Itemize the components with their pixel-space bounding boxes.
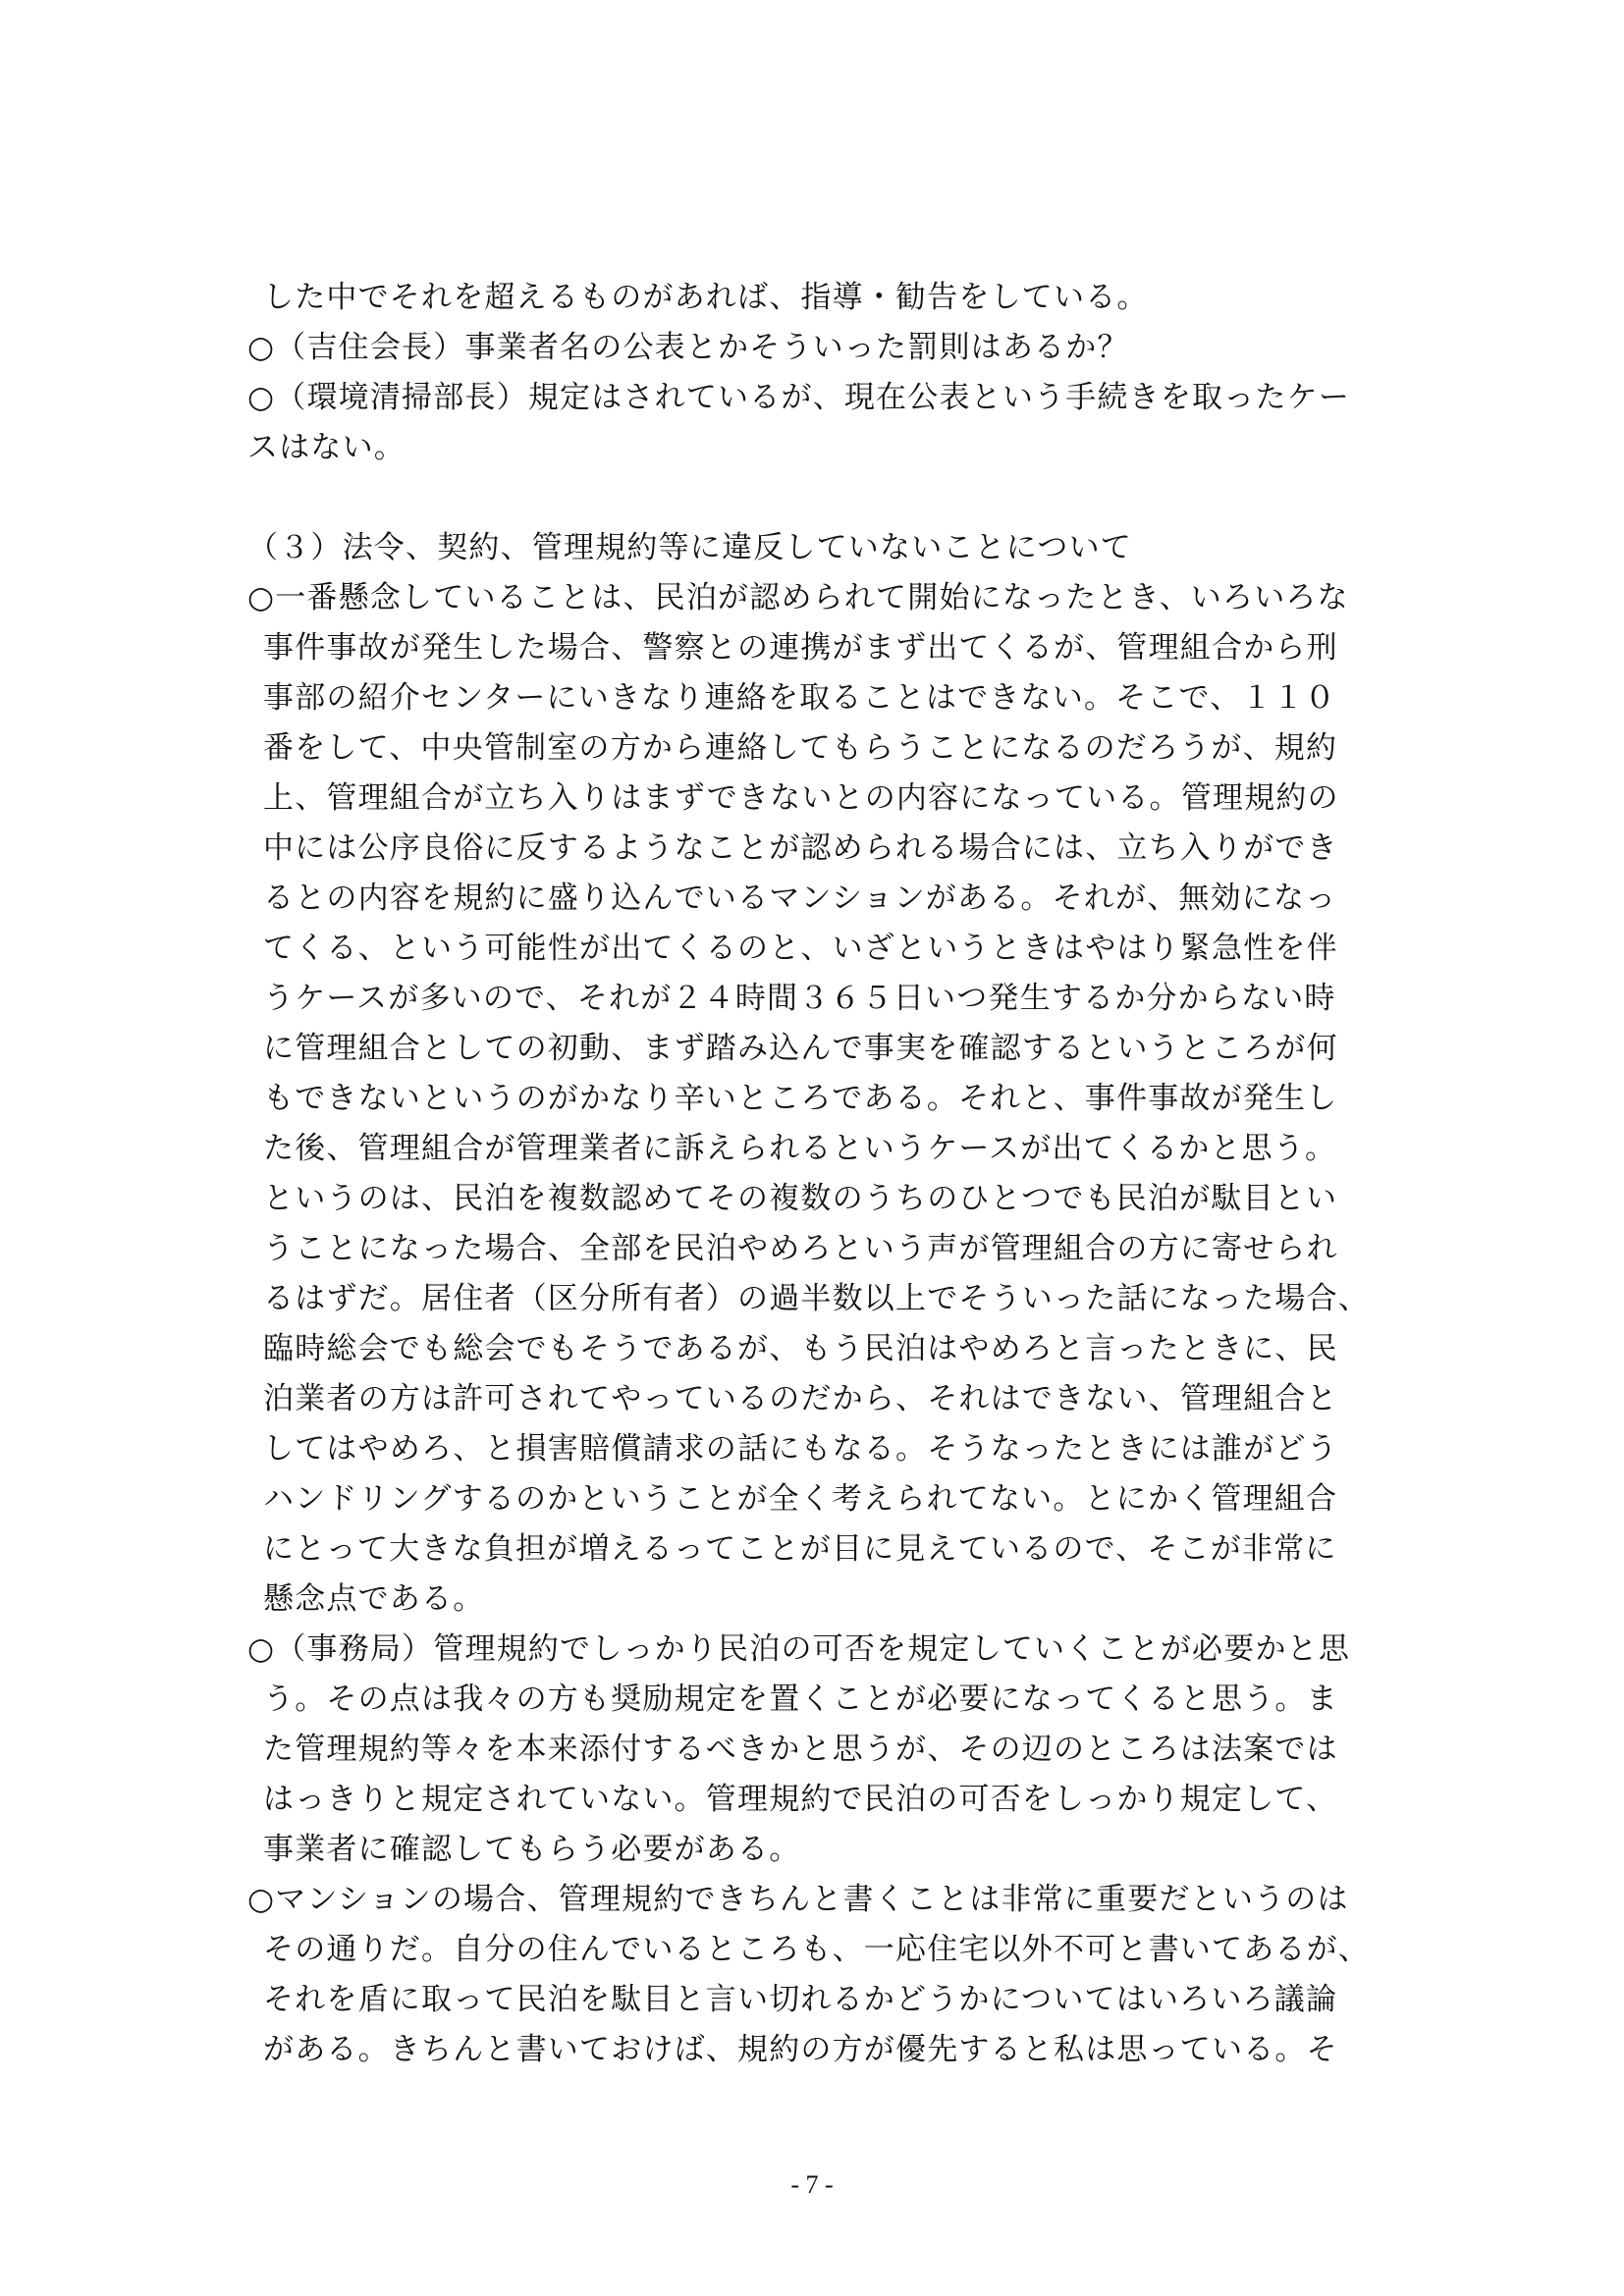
text-line: ○一番懸念していることは、民泊が認められて開始になったとき、いろいろな: [247, 580, 1349, 615]
text-line: ハンドリングするのかということが全く考えられてない。とにかく管理組合: [263, 1481, 1338, 1517]
text-line: スはない。: [247, 430, 406, 465]
text-line: た後、管理組合が管理業者に訴えられるというケースが出てくるかと思う。: [263, 1131, 1337, 1166]
text-line: う。その点は我々の方も奨励規定を置くことが必要になってくると思う。ま: [263, 1682, 1338, 1717]
section-heading: （３）法令、契約、管理規約等に違反していないことについて: [247, 530, 1132, 565]
text-line: るはずだ。居住者（区分所有者）の過半数以上でそういった話になった場合、: [263, 1281, 1370, 1316]
text-line: 臨時総会でも総会でもそうであるが、もう民泊はやめろと言ったときに、民: [263, 1331, 1338, 1366]
text-line: ○（吉住会長）事業者名の公表とかそういった罰則はあるか？: [247, 330, 1129, 365]
text-line: はっきりと規定されていない。管理規約で民泊の可否をしっかり規定して、: [263, 1782, 1338, 1817]
text-line: 事部の紹介センターにいきなり連絡を取ることはできない。そこで、１１０: [263, 680, 1336, 716]
text-line: 事件事故が発生した場合、警察との連携がまず出てくるが、管理組合から刑: [263, 630, 1338, 666]
text-line: ○マンションの場合、管理規約できちんと書くことは非常に重要だというのは: [247, 1882, 1349, 1917]
text-line: 懸念点である。: [263, 1581, 485, 1617]
text-line: るとの内容を規約に盛り込んでいるマンションがある。それが、無効になっ: [263, 881, 1337, 916]
text-line: うことになった場合、全部を民泊やめろという声が管理組合の方に寄せられ: [263, 1231, 1338, 1266]
text-line: た管理規約等々を本来添付するべきかと思うが、その辺のところは法案では: [263, 1732, 1338, 1767]
text-line: にとって大きな負担が増えるってことが目に見えているので、そこが非常に: [263, 1531, 1337, 1567]
text-line: それを盾に取って民泊を駄目と言い切れるかどうかについてはいろいろ議論: [263, 1982, 1338, 2017]
text-line: もできないというのがかなり辛いところである。それと、事件事故が発生し: [263, 1081, 1338, 1116]
text-line: 上、管理組合が立ち入りはまずできないとの内容になっている。管理規約の: [263, 780, 1339, 816]
text-line: てくる、という可能性が出てくるのと、いざというときはやはり緊急性を伴: [263, 931, 1338, 966]
text-line: その通りだ。自分の住んでいるところも、一応住宅以外不可と書いてあるが、: [263, 1932, 1370, 1967]
text-line: というのは、民泊を複数認めてその複数のうちのひとつでも民泊が駄目とい: [263, 1181, 1338, 1216]
text-line: 中には公序良俗に反するようなことが認められる場合には、立ち入りができ: [263, 830, 1338, 866]
text-line: うケースが多いので、それが２４時間３６５日いつ発生するか分からない時: [263, 981, 1336, 1016]
text-line: に管理組合としての初動、まず踏み込んで事実を確認するというところが何: [263, 1031, 1338, 1066]
text-line: 番をして、中央管制室の方から連絡してもらうことになるのだろうが、規約: [263, 730, 1338, 766]
page-number: - 7 -: [790, 2170, 834, 2199]
text-line: がある。きちんと書いておけば、規約の方が優先すると私は思っている。そ: [263, 2032, 1338, 2067]
text-line: してはやめろ、と損害賠償請求の話にもなる。そうなったときには誰がどう: [263, 1431, 1338, 1467]
text-line: した中でそれを超えるものがあれば、指導・勧告をしている。: [263, 280, 1149, 315]
text-line: ○（事務局）管理規約でしっかり民泊の可否を規定していくことが必要かと思: [247, 1631, 1351, 1667]
text-line: ○（環境清掃部長）規定はされているが、現在公表という手続きを取ったケー: [247, 380, 1351, 415]
text-line: 泊業者の方は許可されてやっているのだから、それはできない、管理組合と: [263, 1381, 1338, 1416]
text-line: 事業者に確認してもらう必要がある。: [263, 1832, 801, 1867]
